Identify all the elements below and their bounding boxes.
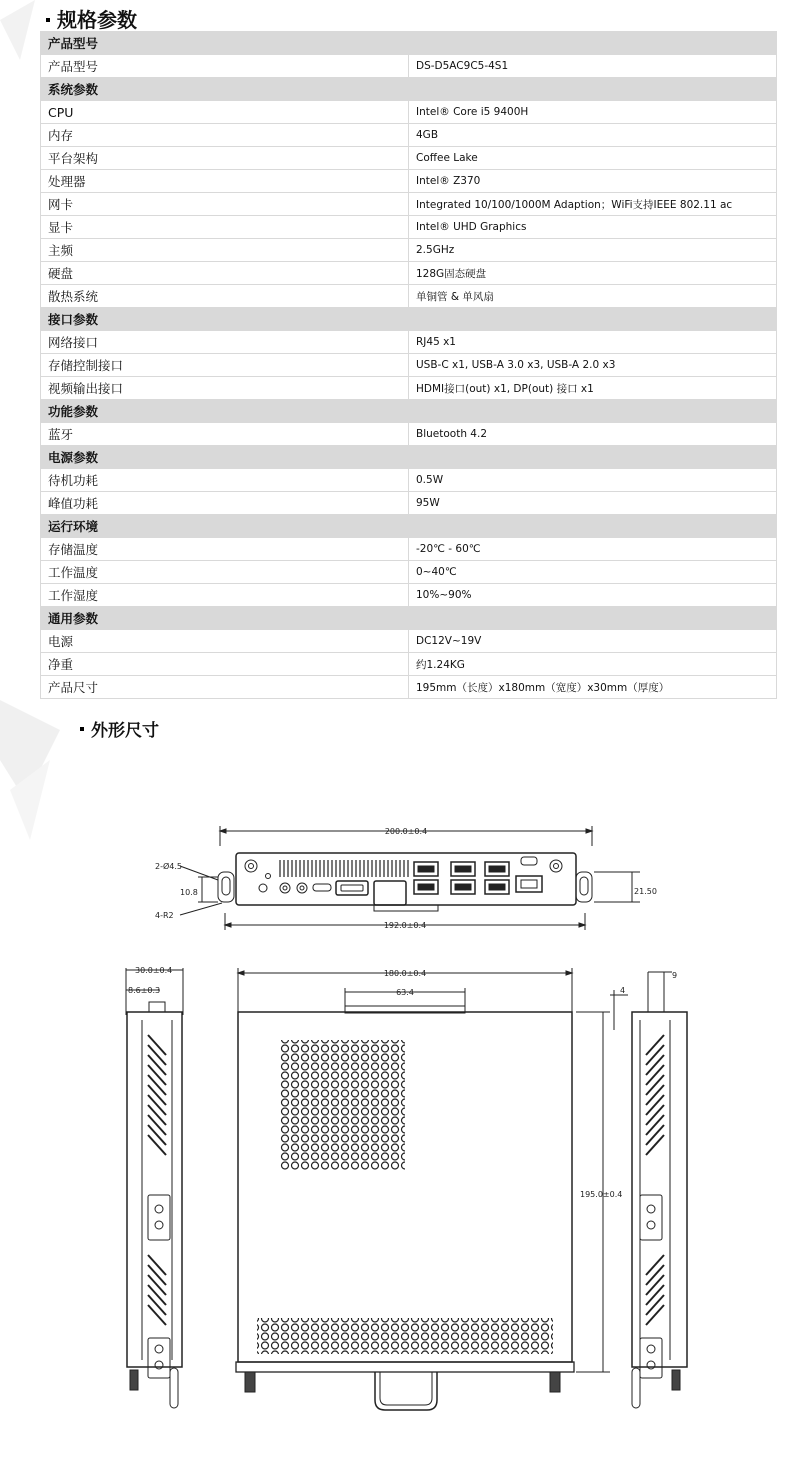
section-header-row bbox=[41, 78, 777, 101]
spec-value: 约1.24KG bbox=[409, 653, 777, 676]
spec-row bbox=[41, 170, 777, 193]
spec-label: 网卡 bbox=[41, 193, 409, 216]
spec-row bbox=[41, 630, 777, 653]
section-header-row bbox=[41, 400, 777, 423]
dimension-drawing bbox=[0, 780, 790, 1458]
spec-value: Integrated 10/100/1000M Adaption；WiFi支持IEEE 802.11 ac bbox=[409, 193, 777, 216]
front-height-dim: 21.50 bbox=[634, 887, 657, 896]
spec-label: 视频输出接口 bbox=[41, 377, 409, 400]
spec-row bbox=[41, 469, 777, 492]
spec-value: USB-C x1, USB-A 3.0 x3, USB-A 2.0 x3 bbox=[409, 354, 777, 377]
spec-value: Intel® Core i5 9400H bbox=[409, 101, 777, 124]
spec-value: -20℃ - 60℃ bbox=[409, 538, 777, 561]
spec-value: HDMI接口(out) x1, DP(out) 接口 x1 bbox=[409, 377, 777, 400]
spec-label: 工作湿度 bbox=[41, 584, 409, 607]
spec-row bbox=[41, 193, 777, 216]
spec-label: 待机功耗 bbox=[41, 469, 409, 492]
spec-label: 产品型号 bbox=[41, 55, 409, 78]
spec-value: Coffee Lake bbox=[409, 147, 777, 170]
spec-label: 产品尺寸 bbox=[41, 676, 409, 699]
spec-value: 单铜管 & 单风扇 bbox=[409, 285, 777, 308]
bullet-icon bbox=[46, 18, 50, 22]
section-title: 运行环境 bbox=[41, 515, 777, 538]
spec-row bbox=[41, 147, 777, 170]
spec-row bbox=[41, 354, 777, 377]
top-width-dim: 180.0±0.4 bbox=[383, 969, 427, 978]
spec-label: 散热系统 bbox=[41, 285, 409, 308]
bullet-icon bbox=[80, 727, 84, 731]
spec-label: 显卡 bbox=[41, 216, 409, 239]
spec-value: DS-D5AC9C5-4S1 bbox=[409, 55, 777, 78]
spec-label: 工作温度 bbox=[41, 561, 409, 584]
spec-heading-text: 规格参数 bbox=[57, 8, 137, 32]
right-dim-b: 9 bbox=[672, 971, 678, 980]
spec-row bbox=[41, 584, 777, 607]
spec-label: 存储温度 bbox=[41, 538, 409, 561]
spec-value: DC12V~19V bbox=[409, 630, 777, 653]
spec-value: 10%~90% bbox=[409, 584, 777, 607]
spec-heading bbox=[46, 4, 137, 33]
spec-label: 电源 bbox=[41, 630, 409, 653]
hole-offset-dim: 10.8 bbox=[180, 888, 198, 897]
section-header-row bbox=[41, 607, 777, 630]
spec-row bbox=[41, 676, 777, 699]
spec-row bbox=[41, 538, 777, 561]
spec-value: Intel® Z370 bbox=[409, 170, 777, 193]
radius-note: 4-R2 bbox=[155, 911, 174, 920]
spec-value: 195mm（长度）x180mm（宽度）x30mm（厚度） bbox=[409, 676, 777, 699]
top-view bbox=[236, 968, 622, 1410]
spec-value: 128G固态硬盘 bbox=[409, 262, 777, 285]
spec-value: 0.5W bbox=[409, 469, 777, 492]
section-title: 系统参数 bbox=[41, 78, 777, 101]
spec-row bbox=[41, 101, 777, 124]
spec-table bbox=[40, 31, 777, 699]
section-title: 功能参数 bbox=[41, 400, 777, 423]
spec-value: 95W bbox=[409, 492, 777, 515]
spec-label: 网络接口 bbox=[41, 331, 409, 354]
section-header-row bbox=[41, 32, 777, 55]
spec-label: 内存 bbox=[41, 124, 409, 147]
spec-label: 处理器 bbox=[41, 170, 409, 193]
spec-value: Bluetooth 4.2 bbox=[409, 423, 777, 446]
spec-value: 4GB bbox=[409, 124, 777, 147]
spec-value: Intel® UHD Graphics bbox=[409, 216, 777, 239]
spec-label: 平台架构 bbox=[41, 147, 409, 170]
spec-value: 2.5GHz bbox=[409, 239, 777, 262]
spec-label: 主频 bbox=[41, 239, 409, 262]
left-side-view bbox=[126, 966, 183, 1408]
spec-label: 存储控制接口 bbox=[41, 354, 409, 377]
spec-row bbox=[41, 653, 777, 676]
section-header-row bbox=[41, 308, 777, 331]
spec-row bbox=[41, 262, 777, 285]
dims-heading-text: 外形尺寸 bbox=[91, 721, 159, 741]
right-dim-a: 4 bbox=[620, 986, 626, 995]
dims-heading bbox=[80, 716, 159, 741]
spec-row bbox=[41, 561, 777, 584]
section-header-row bbox=[41, 515, 777, 538]
spec-value: 0~40℃ bbox=[409, 561, 777, 584]
spec-row bbox=[41, 492, 777, 515]
spec-label: 蓝牙 bbox=[41, 423, 409, 446]
front-width-dim: 200.0±0.4 bbox=[384, 827, 428, 836]
spec-row bbox=[41, 239, 777, 262]
spec-label: 硬盘 bbox=[41, 262, 409, 285]
section-title: 接口参数 bbox=[41, 308, 777, 331]
top-length-dim: 195.0±0.4 bbox=[580, 1190, 623, 1199]
front-view bbox=[155, 826, 657, 930]
top-handle-width-dim: 63.4 bbox=[396, 988, 414, 997]
section-title: 产品型号 bbox=[41, 32, 777, 55]
spec-label: 净重 bbox=[41, 653, 409, 676]
spec-row bbox=[41, 423, 777, 446]
spec-row bbox=[41, 377, 777, 400]
spec-row bbox=[41, 124, 777, 147]
spec-label: CPU bbox=[41, 101, 409, 124]
spec-row bbox=[41, 331, 777, 354]
spec-row bbox=[41, 216, 777, 239]
spec-value: RJ45 x1 bbox=[409, 331, 777, 354]
spec-label: 峰值功耗 bbox=[41, 492, 409, 515]
front-inner-width-dim: 192.0±0.4 bbox=[383, 921, 427, 930]
section-header-row bbox=[41, 446, 777, 469]
section-title: 电源参数 bbox=[41, 446, 777, 469]
side-width-dim: 30.0±0.4 bbox=[135, 966, 173, 975]
hole-note: 2-Ø4.5 bbox=[155, 862, 182, 871]
section-title: 通用参数 bbox=[41, 607, 777, 630]
spec-row bbox=[41, 285, 777, 308]
side-offset-dim: 8.6±0.3 bbox=[128, 986, 161, 995]
spec-row bbox=[41, 55, 777, 78]
